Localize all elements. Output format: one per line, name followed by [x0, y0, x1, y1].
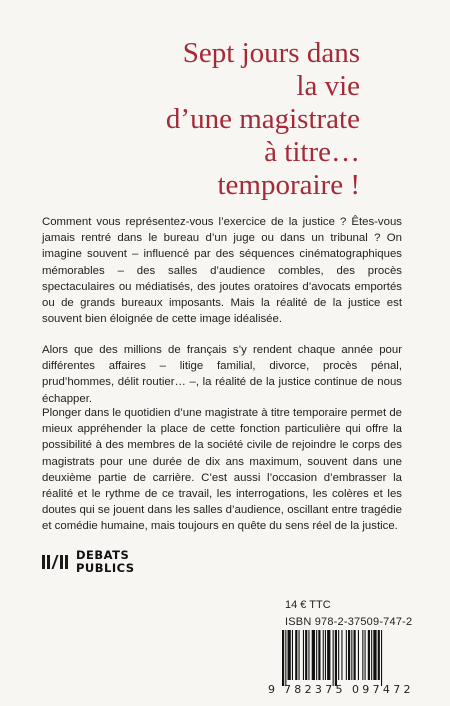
- headline-line-3: d’une magistrate: [165, 103, 360, 135]
- barcode-bar: [295, 630, 297, 680]
- barcode-bar: [327, 630, 330, 680]
- isbn: ISBN 978-2-37509-747-2: [285, 616, 413, 628]
- barcode-bar: [378, 630, 380, 680]
- barcode-bar: [305, 630, 307, 680]
- barcode-bar: [365, 630, 366, 680]
- barcode-bar: [282, 630, 284, 686]
- headline-line-1: Sept jours dans: [182, 37, 360, 69]
- barcode-bar: [316, 630, 317, 680]
- barcode-group-1: 782375: [284, 683, 346, 696]
- barcode-group-2: 097472: [352, 683, 414, 696]
- publisher-logo: [42, 545, 135, 579]
- barcode-bar: [288, 630, 291, 680]
- headline-line-2: la vie: [296, 70, 360, 102]
- barcode-bar: [381, 630, 382, 686]
- publisher-name-line-2: PUBLICS: [76, 561, 135, 575]
- barcode-bar: [351, 630, 352, 680]
- barcode-bar: [333, 630, 334, 686]
- barcode-bar: [371, 630, 372, 680]
- barcode-bar: [338, 630, 339, 680]
- publisher-name-line-1: DEBATS: [76, 548, 130, 562]
- barcode-bars: [278, 630, 414, 686]
- body-paragraph-1: Comment vous représentez-vous l’exercice de la justice ? Êtes-vous jamais rentré dans le bureau d’un juge ou dans un tribunal ? On imagine souvent – influencé par des séquences cinématographiques mémorables – des salles d’audience combles, des procès spectaculaires ou médiatisés, des joutes oratoires d’avocats emportés ou de grands bureaux imposants. Mais la réalité de la justice est souvent bien éloignée de cette image idéalisée.: [42, 216, 402, 326]
- body-paragraph-2: Alors que des millions de français s’y rendent chaque année pour différentes affaires – litige familial, divorce, procès pénal, prud’hommes, délit routier… –, la réalité de la justice continue de nous échapper.: [42, 344, 402, 405]
- barcode-bar: [373, 630, 376, 680]
- barcode-bar: [362, 630, 363, 680]
- barcode-bar: [308, 630, 309, 680]
- barcode-bar: [318, 630, 320, 680]
- barcode-bar: [358, 630, 359, 680]
- barcode-bar: [368, 630, 370, 680]
- barcode-bar: [303, 630, 304, 680]
- barcode-bar: [346, 630, 347, 680]
- barcode-bar: [292, 630, 293, 680]
- barcode-bar: [341, 630, 342, 680]
- price: 14 € TTC: [285, 599, 331, 611]
- barcode-bar: [312, 630, 315, 680]
- headline-line-5: temporaire !: [217, 169, 360, 201]
- headline-line-4: à titre…: [264, 136, 360, 168]
- barcode-first-digit: 9: [268, 683, 275, 696]
- body-paragraph-3: Plonger dans le quotidien d’une magistrate à titre temporaire permet de mieux appréhender la place de cette fonction particulière qui offre la possibilité à des membres de la société civile de rejoindre le corps des magistrats pour une durée de dix ans maximum, souvent dans une deuxième partie de carrière. C’est aussi l’occasion d’embrasser la réalité et le rythme de ce travail, les interrogations, les colères et les doutes qui se jouent dans les salles d’audience, oscillant entre tragédie et comédie humaine, mais toujours en quête du sens réel de la justice.: [42, 407, 402, 533]
- barcode-bar: [354, 630, 356, 680]
- publisher-name: [76, 549, 135, 575]
- barcode-bar: [325, 630, 326, 680]
- barcode-bar: [323, 630, 324, 680]
- barcode-bar: [348, 630, 350, 680]
- barcode-bar: [335, 630, 337, 686]
- barcode-bar: [299, 630, 300, 680]
- barcode-bar: [285, 630, 286, 686]
- publisher-logo-mark: [42, 555, 68, 569]
